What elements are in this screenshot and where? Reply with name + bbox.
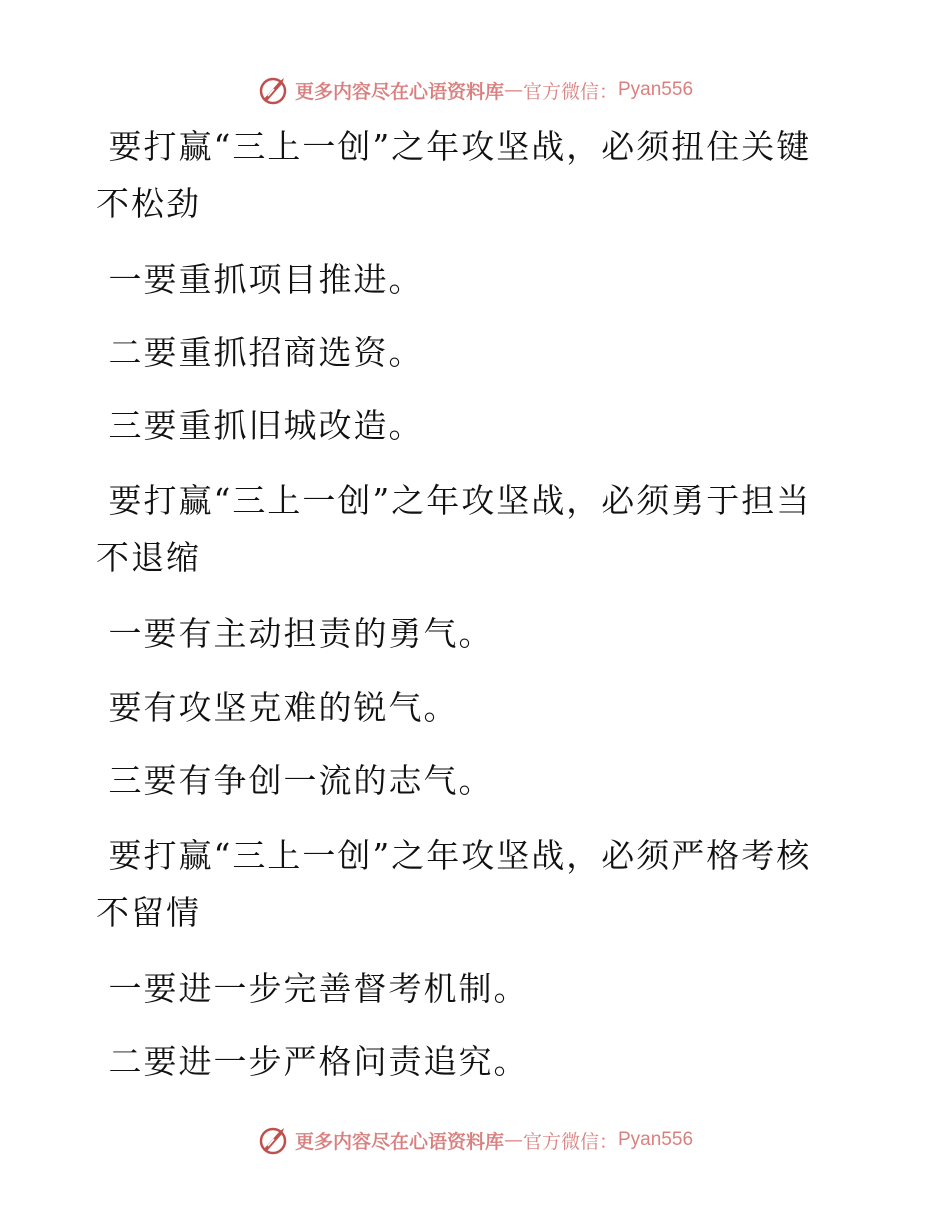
paragraph-5: 要打赢“三上一创”之年攻坚战，必须勇于担当不退缩 xyxy=(96,481,812,577)
footer-banner-main: 更多内容尽在心语资料库 xyxy=(294,1130,504,1153)
footer-banner-dash: — xyxy=(503,1129,523,1151)
footer-banner-wechat-label: 官方微信： xyxy=(522,1130,618,1153)
header-banner-wechat-id: Pyan556 xyxy=(618,79,694,100)
paragraph-10: 一要进一步完善督考机制。 xyxy=(96,969,529,1008)
pen-logo-icon xyxy=(257,1124,289,1156)
paragraph-11: 二要进一步严格问责追究。 xyxy=(96,1042,529,1081)
header-banner xyxy=(0,70,950,110)
header-banner-dash: — xyxy=(503,79,523,101)
header-banner-wechat-label: 官方微信： xyxy=(522,80,618,103)
footer-banner-wechat-id: Pyan556 xyxy=(618,1129,694,1150)
header-banner-main: 更多内容尽在心语资料库 xyxy=(294,80,504,103)
paragraph-2: 一要重抓项目推进。 xyxy=(96,260,424,299)
paragraph-1: 要打赢“三上一创”之年攻坚战，必须扭住关键不松劲 xyxy=(96,127,812,223)
paragraph-7: 要有攻坚克难的锐气。 xyxy=(96,688,459,727)
paragraph-6: 一要有主动担责的勇气。 xyxy=(96,614,494,653)
paragraph-8: 三要有争创一流的志气。 xyxy=(96,761,494,800)
paragraph-4: 三要重抓旧城改造。 xyxy=(96,406,424,445)
paragraph-3: 二要重抓招商选资。 xyxy=(96,333,424,372)
pen-logo-icon xyxy=(257,74,289,106)
footer-banner xyxy=(0,1120,950,1160)
paragraph-9: 要打赢“三上一创”之年攻坚战，必须严格考核不留情 xyxy=(96,836,812,932)
